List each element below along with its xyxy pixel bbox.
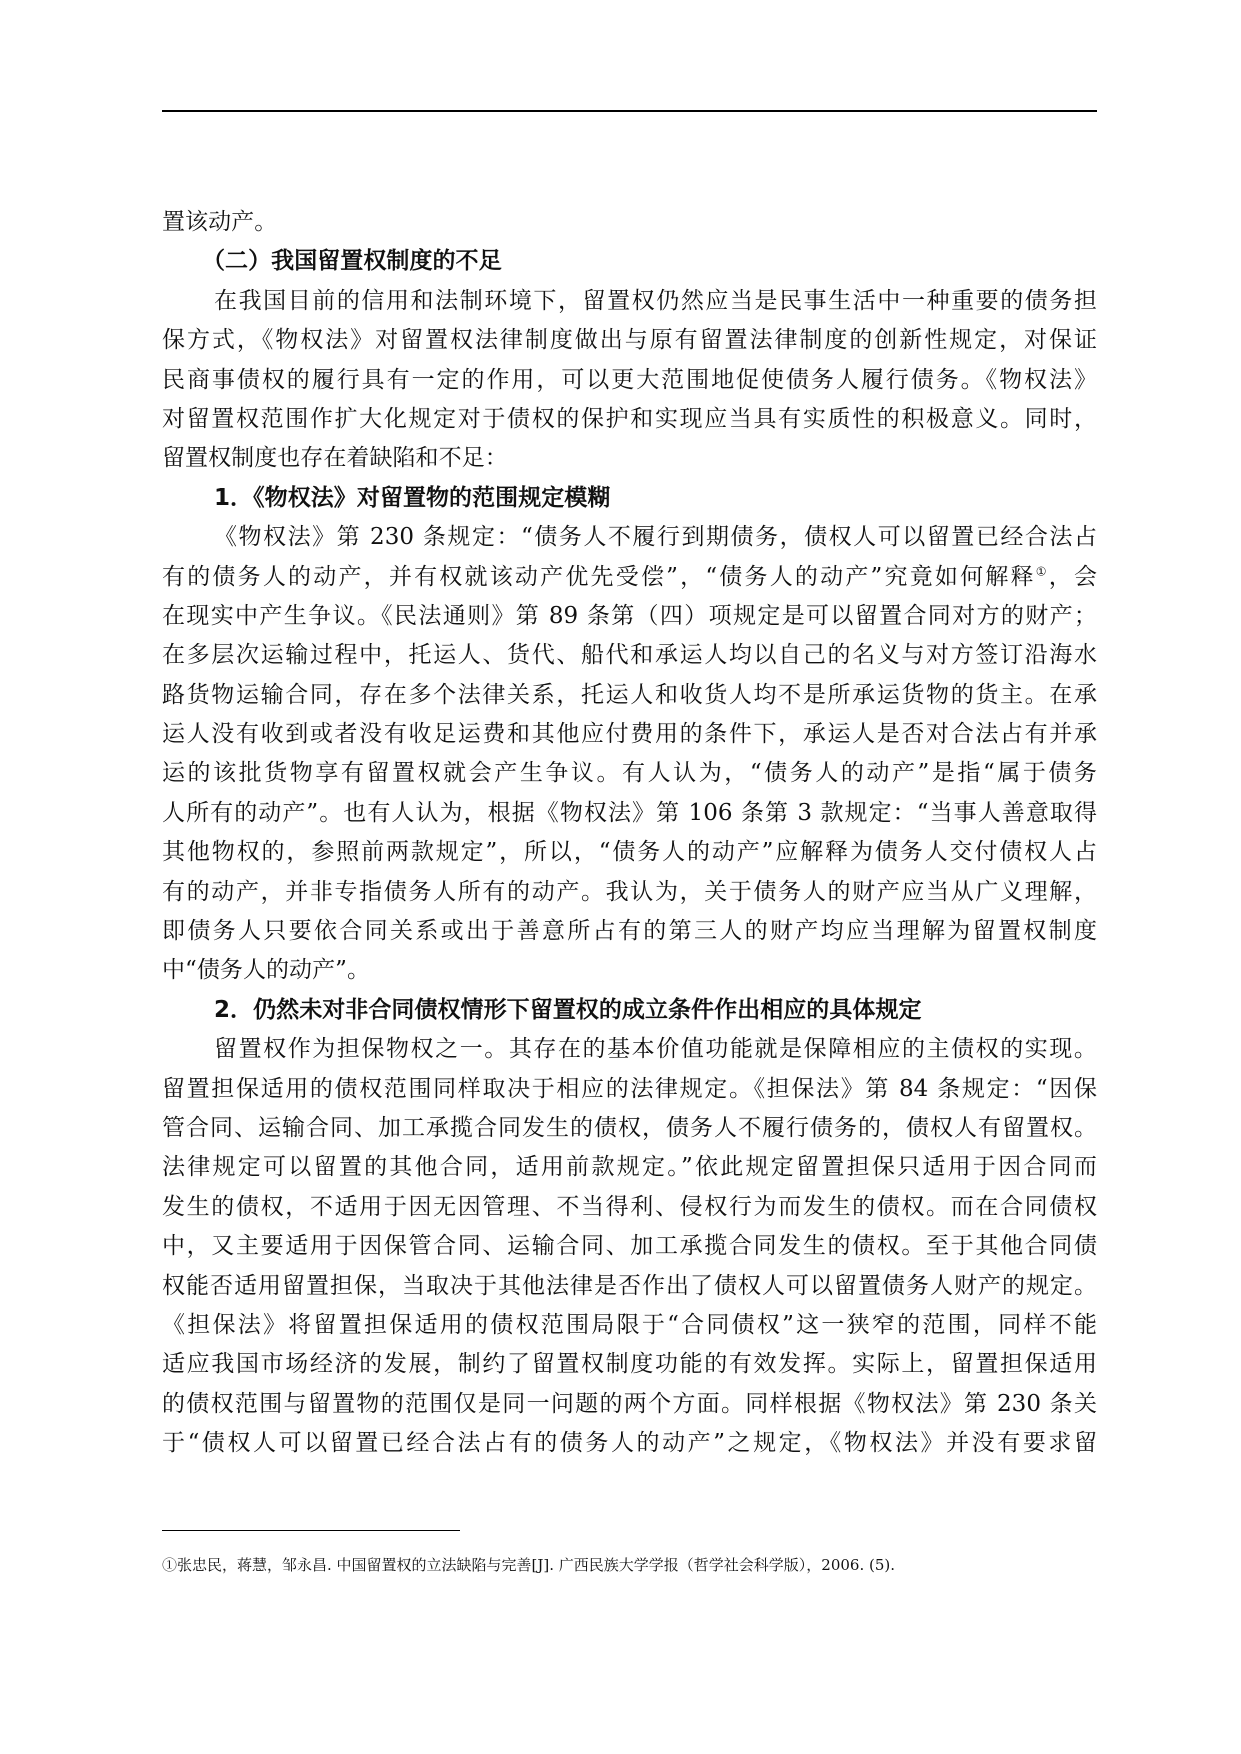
paragraph-line: 在多层次运输过程中，托运人、货代、船代和承运人均以自己的名义与对方签订沿海水 bbox=[162, 642, 1097, 669]
paragraph-line: 于“债权人可以留置已经合法占有的债务人的动产”之规定，《物权法》并没有要求留 bbox=[162, 1430, 1097, 1457]
subsection-heading: 2．仍然未对非合同债权情形下留置权的成立条件作出相应的具体规定 bbox=[214, 996, 922, 1023]
paragraph-line: 《担保法》将留置担保适用的债权范围局限于“合同债权”这一狭窄的范围，同样不能 bbox=[162, 1311, 1097, 1338]
paragraph-line: 留置权作为担保物权之一。其存在的基本价值功能就是保障相应的主债权的实现。 bbox=[214, 1036, 1097, 1063]
footnote-reference[interactable]: ① bbox=[1035, 563, 1049, 578]
paragraph-line: 在我国目前的信用和法制环境下，留置权仍然应当是民事生活中一种重要的债务担 bbox=[214, 287, 1097, 314]
paragraph-line: 管合同、运输合同、加工承揽合同发生的债权，债务人不履行债务的，债权人有留置权。 bbox=[162, 1114, 1097, 1141]
paragraph-line: 权能否适用留置担保，当取决于其他法律是否作出了债权人可以留置债务人财产的规定。 bbox=[162, 1272, 1097, 1299]
footnote: ①张忠民，蒋慧，邹永昌. 中国留置权的立法缺陷与完善[J]. 广西民族大学学报（哲学社会科学版），2006. (5). bbox=[162, 1556, 896, 1574]
line-text: 有的债务人的动产，并有权就该动产优先受偿”，“债务人的动产”究竟如何解释 bbox=[162, 563, 1036, 590]
section-heading: （二）我国留置权制度的不足 bbox=[202, 248, 502, 275]
footnote-separator bbox=[162, 1530, 460, 1531]
paragraph-line: 有的动产，并非专指债务人所有的动产。我认为，关于债务人的财产应当从广义理解， bbox=[162, 878, 1097, 905]
paragraph-line: 路货物运输合同，存在多个法律关系，托运人和收货人均不是所承运货物的货主。在承 bbox=[162, 681, 1097, 708]
paragraph-line: 保方式，《物权法》对留置权法律制度做出与原有留置法律制度的创新性规定，对保证 bbox=[162, 327, 1097, 354]
paragraph-line: 民商事债权的履行具有一定的作用，可以更大范围地促使债务人履行债务。《物权法》 bbox=[162, 366, 1097, 393]
paragraph-line: 留置权制度也存在着缺陷和不足： bbox=[162, 445, 508, 472]
paragraph-line: 人所有的动产”。也有人认为，根据《物权法》第 106 条第 3 款规定：“当事人善意取得 bbox=[162, 799, 1097, 826]
paragraph-line: 发生的债权，不适用于因无因管理、不当得利、侵权行为而发生的债权。而在合同债权 bbox=[162, 1193, 1097, 1220]
paragraph-line: 其他物权的，参照前两款规定”，所以，“债务人的动产”应解释为债务人交付债权人占 bbox=[162, 839, 1097, 866]
paragraph-line: 的债权范围与留置物的范围仅是同一问题的两个方面。同样根据《物权法》第 230 条关 bbox=[162, 1390, 1097, 1417]
line-text-tail: ，会 bbox=[1048, 563, 1097, 590]
text-line: 置该动产。 bbox=[162, 209, 278, 235]
paragraph-line: 中“债务人的动产”。 bbox=[162, 957, 371, 984]
paragraph-line: 《物权法》第 230 条规定：“债务人不履行到期债务，债权人可以留置已经合法占 bbox=[214, 524, 1097, 551]
paragraph-line: 留置担保适用的债权范围同样取决于相应的法律规定。《担保法》第 84 条规定：“因保 bbox=[162, 1075, 1097, 1102]
paragraph-line: 在现实中产生争议。《民法通则》第 89 条第（四）项规定是可以留置合同对方的财产； bbox=[162, 602, 1097, 629]
paragraph-line bbox=[162, 558, 1097, 597]
paragraph-line: 运的该批货物享有留置权就会产生争议。有人认为，“债务人的动产”是指“属于债务 bbox=[162, 760, 1097, 787]
body-text bbox=[162, 203, 1097, 1464]
paragraph-line: 适应我国市场经济的发展，制约了留置权制度功能的有效发挥。实际上，留置担保适用 bbox=[162, 1351, 1097, 1378]
paragraph-line: 运人没有收到或者没有收足运费和其他应付费用的条件下，承运人是否对合法占有并承 bbox=[162, 721, 1097, 748]
subsection-heading: 1．《物权法》对留置物的范围规定模糊 bbox=[214, 484, 611, 511]
paragraph-line: 即债务人只要依合同关系或出于善意所占有的第三人的财产均应当理解为留置权制度 bbox=[162, 918, 1097, 945]
header-rule bbox=[162, 110, 1097, 112]
paragraph-line: 对留置权范围作扩大化规定对于债权的保护和实现应当具有实质性的积极意义。同时， bbox=[162, 405, 1097, 432]
paragraph-line: 中，又主要适用于因保管合同、运输合同、加工承揽合同发生的债权。至于其他合同债 bbox=[162, 1233, 1097, 1260]
paragraph-line: 法律规定可以留置的其他合同，适用前款规定。”依此规定留置担保只适用于因合同而 bbox=[162, 1154, 1097, 1181]
